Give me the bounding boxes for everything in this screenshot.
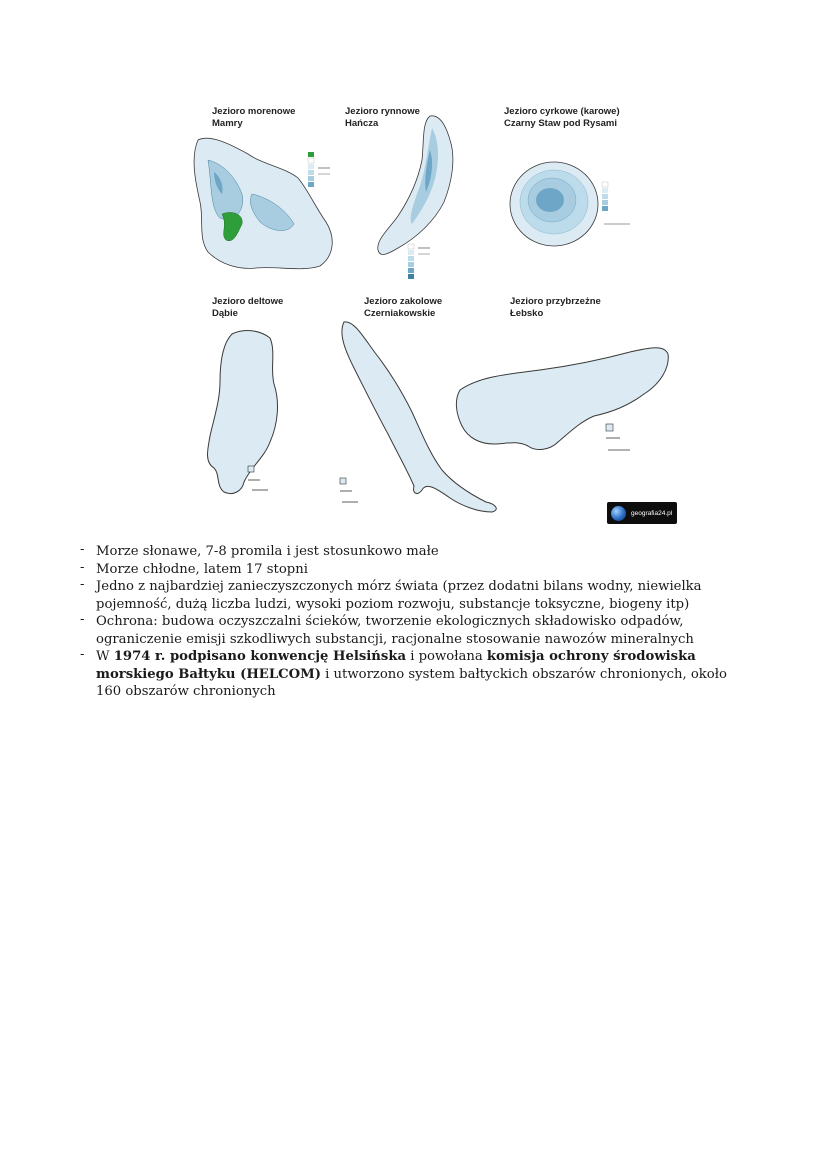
caption-czerniakowskie: Jezioro zakolowe Czerniakowskie [364, 296, 443, 319]
list-item: - Jedno z najbardziej zanieczyszczonych mórz świata (przez dodatni bilans wodny, niewielka pojemność, dużą liczba ludzi, wysoki poziom rozwoju, substancje toksyczne, biogeny itp) [80, 578, 750, 613]
lake-types-figure [190, 98, 680, 530]
caption-dabie: Jezioro deltowe Dąbie [212, 296, 284, 319]
caption-hancza: Jezioro rynnowe Hańcza [345, 106, 420, 129]
caption-mamry: Jezioro morenowe Mamry [212, 106, 296, 129]
geografia24-logo [607, 502, 677, 524]
list-item: - Morze chłodne, latem 17 stopni [80, 561, 750, 579]
bullet-list [80, 543, 750, 701]
caption-czarny-staw: Jezioro cyrkowe (karowe) Czarny Staw pod Rysami [504, 106, 620, 129]
map-mamry [194, 138, 332, 269]
caption-lebsko: Jezioro przybrzeżne Łebsko [510, 296, 601, 319]
map-hancza [378, 116, 453, 279]
list-item: - Morze słonawe, 7-8 promila i jest stosunkowo małe [80, 543, 750, 561]
map-czarny-staw [510, 162, 630, 246]
logo-text: geografia24.pl [631, 509, 673, 517]
globe-icon [611, 506, 626, 521]
map-lebsko [456, 348, 668, 450]
map-dabie [208, 331, 278, 494]
list-item: - W 1974 r. podpisano konwencję Helsińska i powołana komisja ochrony środowiska morskiego Bałtyku (HELCOM) i utworzono system bałtyckich obszarów chronionych, około 160 obszarów chronionych [80, 648, 750, 701]
list-item: - Ochrona: budowa oczyszczalni ścieków, tworzenie ekologicznych składowisko odpadów, ograniczenie emisji szkodliwych substancji, racjonalne stosowanie nawozów mineralnych [80, 613, 750, 648]
